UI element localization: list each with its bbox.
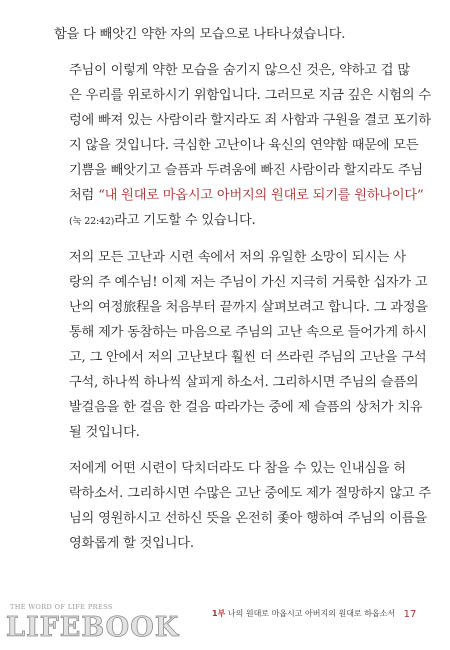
- text-line: 주님이 이렇게 약한 모습을 숨기지 않으신 것은, 약하고 겁 많: [69, 63, 410, 78]
- text-line: 지 않을 것입니다. 극심한 고난이나 육신의 연약함 때문에 모든: [69, 138, 419, 153]
- page-number: 17: [403, 609, 417, 620]
- text-line: 될 것입니다.: [69, 425, 140, 440]
- logo-tagline: THE WORD OF LIFE PRESS: [10, 603, 113, 611]
- text-line: 함을 다 빼앗긴 약한 자의 모습으로 나타나셨습니다.: [54, 27, 346, 42]
- logo-wordmark: LIFEBOOK: [6, 612, 180, 643]
- running-footer: [212, 608, 417, 620]
- text-line: 은 우리를 위로하시기 위함입니다. 그러므로 지금 깊은 시험의 수: [69, 88, 431, 103]
- publisher-logo: [0, 598, 180, 650]
- reference-line: [54, 208, 400, 234]
- text-line: 영화롭게 할 것입니다.: [69, 536, 194, 551]
- text-line: 구석, 하나씩 하나씩 살피게 하소서. 그리하시면 주님의 슬픔의: [69, 375, 419, 390]
- scripture-quote: “내 원대로 마옵시고 아버지의 원대로 되기를 원하나이다”: [98, 188, 424, 203]
- reference-line-text: 라고 기도할 수 있습니다.: [114, 213, 256, 228]
- text-line: 난의 여정旅程을 처음부터 끝까지 살펴보려고 합니다. 그 과정을: [69, 300, 428, 315]
- paragraph-3: [54, 245, 428, 445]
- scripture-reference: (눅 22:42): [69, 216, 115, 227]
- paragraph-4: [54, 456, 431, 556]
- text-line: 저의 모든 고난과 시련 속에서 저의 유일한 소망이 되시는 사: [69, 250, 406, 265]
- paragraph-2: [54, 58, 431, 234]
- text-line: 렁에 빠져 있는 사람이라 할지라도 죄 사함과 구원을 결코 포기하: [69, 113, 431, 128]
- text-line: 님의 영원하시고 선하신 뜻을 온전히 좇아 행하여 주님의 이름을: [69, 511, 427, 526]
- text-line: 기쁨을 빼앗기고 슬픔과 두려움에 빠진 사람이라 할지라도 주님: [69, 163, 423, 178]
- text-line: 발걸음을 한 걸음 한 걸음 따라가는 중에 제 슬픔의 상처가 치유: [69, 400, 423, 415]
- paragraph-1: [54, 22, 400, 47]
- text-line: 락하소서. 그리하시면 수많은 고난 중에도 제가 절망하지 않고 주: [69, 486, 431, 501]
- text-line: 저에게 어떤 시련이 닥치더라도 다 참을 수 있는 인내심을 허: [69, 461, 406, 476]
- text-line: 고, 그 안에서 저의 고난보다 훨씬 더 쓰라린 주님의 고난을 구석: [69, 350, 427, 365]
- quote-line: [54, 183, 424, 208]
- text-line: 통해 제가 동참하는 마음으로 주님의 고난 속으로 들어가게 하시: [69, 325, 427, 340]
- text-line: 랑의 주 예수님! 이제 저는 주님이 가신 지극히 거룩한 십자가 고: [69, 275, 428, 290]
- footer-chapter-title: 나의 원대로 마옵시고 아버지의 원대로 하옵소서: [227, 609, 396, 618]
- body-text: [54, 22, 431, 567]
- quote-line-prefix: 처럼: [69, 188, 99, 203]
- footer-chapter-number: 1부: [212, 609, 226, 618]
